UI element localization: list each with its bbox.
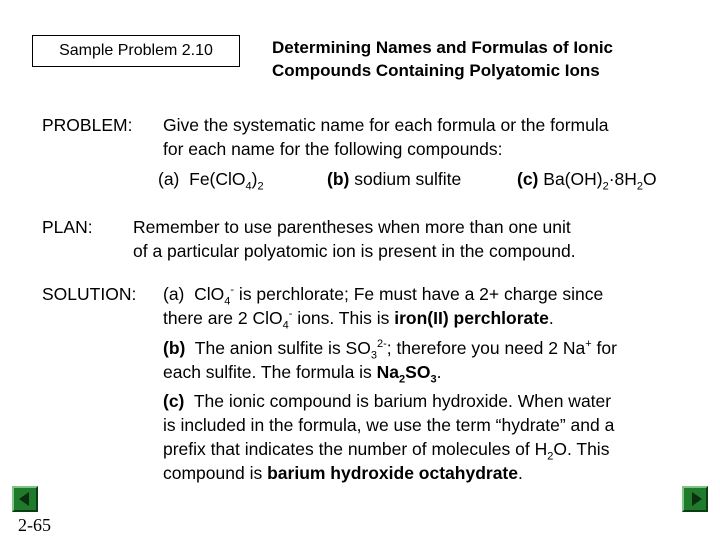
solution-a-answer: iron(II) perchlorate (394, 308, 549, 328)
solution-b-text: each sulfite. The formula is (163, 362, 377, 382)
solution-a-subscript: 4 (224, 295, 231, 308)
arrow-left-icon (19, 492, 29, 506)
solution-c-text: The ionic compound is barium hydroxide. When water (193, 391, 612, 411)
solution-b-line-1 (163, 337, 617, 360)
solution-a-text: ClO (194, 284, 225, 304)
problem-item-c (517, 168, 657, 191)
next-slide-button[interactable] (682, 486, 708, 512)
item-c-text: Ba(OH) (543, 169, 603, 189)
solution-a-line-2 (163, 307, 554, 330)
solution-b-answer-subscript: 3 (430, 373, 437, 386)
item-a-text: Fe(ClO (189, 169, 246, 189)
problem-item-a (158, 168, 264, 191)
item-a-text: ) (251, 169, 258, 189)
problem-item-b (327, 168, 461, 191)
title-line-1: Determining Names and Formulas of Ionic (272, 38, 614, 57)
solution-b-text: The anion sulfite is SO (194, 338, 371, 358)
solution-c-text: prefix that indicates the number of molecules of H (163, 439, 548, 459)
solution-a-text: is perchlorate; Fe must have a 2+ charge since (234, 284, 604, 304)
solution-a-subscript: 4 (282, 319, 289, 332)
title-line-2: Compounds Containing Polyatomic Ions (272, 61, 600, 80)
item-b-label: (b) (327, 169, 350, 189)
solution-c-answer: barium hydroxide octahydrate (267, 463, 518, 483)
solution-b-answer: SO (405, 362, 431, 382)
plan-label: PLAN: (42, 217, 93, 237)
solution-b-superscript: 2- (376, 338, 387, 351)
item-c-label: (c) (517, 169, 539, 189)
solution-c-line-1 (163, 390, 611, 413)
previous-slide-button[interactable] (12, 486, 38, 512)
solution-a-text: ions. This is (292, 308, 395, 328)
solution-b-answer: Na (376, 362, 400, 382)
item-a-label: (a) (158, 169, 180, 189)
solution-c-line-2: is included in the formula, we use the term “hydrate” and a (163, 415, 615, 435)
item-a-subscript: 4 (245, 180, 252, 193)
solution-c-label: (c) (163, 391, 185, 411)
plan-line-2: of a particular polyatomic ion is present in the compound. (133, 241, 576, 261)
solution-a-line-1 (163, 283, 603, 306)
problem-line-1: Give the systematic name for each formula or the formula (163, 115, 609, 135)
item-c-text: ·8H (608, 169, 637, 189)
solution-b-superscript: + (585, 338, 592, 351)
item-c-text: O (643, 169, 657, 189)
solution-c-text: . (518, 463, 523, 483)
item-a-subscript: 2 (257, 180, 264, 193)
solution-b-answer-subscript: 2 (399, 373, 406, 386)
page-title (272, 36, 613, 82)
page-number: 2-65 (18, 515, 51, 535)
arrow-right-icon (692, 492, 702, 506)
solution-a-text: there are 2 ClO (163, 308, 283, 328)
solution-a-label: (a) (163, 284, 185, 304)
plan-line-1: Remember to use parentheses when more than one unit (133, 217, 571, 237)
solution-c-subscript: 2 (547, 450, 554, 463)
item-c-subscript: 2 (602, 180, 609, 193)
solution-b-label: (b) (163, 338, 186, 358)
problem-label: PROBLEM: (42, 115, 133, 135)
solution-c-line-3 (163, 438, 609, 461)
solution-c-line-4 (163, 462, 523, 485)
item-b-text: sodium sulfite (354, 169, 462, 189)
problem-line-2: for each name for the following compounds: (163, 139, 503, 159)
solution-a-superscript: - (288, 308, 293, 321)
item-c-subscript: 2 (636, 180, 644, 193)
solution-b-text: ; therefore you need 2 Na (386, 338, 586, 358)
solution-c-text: O. This (553, 439, 610, 459)
solution-b-text: . (436, 362, 442, 382)
solution-c-text: compound is (163, 463, 268, 483)
sample-problem-label: Sample Problem 2.10 (32, 35, 240, 67)
solution-label: SOLUTION: (42, 284, 137, 304)
solution-b-text: for (591, 338, 617, 358)
solution-a-text: . (548, 308, 554, 328)
solution-a-superscript: - (230, 284, 235, 297)
solution-b-subscript: 3 (370, 349, 377, 362)
solution-b-line-2 (163, 361, 441, 384)
